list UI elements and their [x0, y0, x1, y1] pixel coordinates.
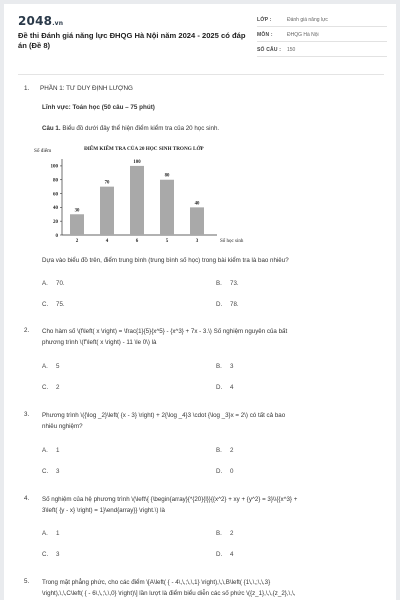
- site-logo[interactable]: [18, 14, 63, 28]
- question-1-followup: Dựa vào biểu đồ trên, điểm trung bình (trung bình số học) trong bài kiểm tra là bao nhiêu?: [42, 257, 289, 264]
- option-letter: D.: [216, 384, 223, 391]
- x-tick-label: 6: [135, 239, 139, 244]
- x-tick-label: 3: [195, 239, 199, 244]
- meta-row-class: [257, 12, 387, 27]
- option-letter: C.: [42, 551, 49, 558]
- option-value: 3: [230, 363, 234, 370]
- y-tick-label: 100: [50, 164, 58, 170]
- document-meta: [257, 12, 387, 57]
- option-value: 2: [230, 447, 234, 454]
- question-line: \right),\,\,C\left( { - 6\,\,;\,\,0} \right)\] lần lượt là điểm biểu diễn các số phức \({z_1},\,\,{z_2},\,\,: [42, 590, 296, 597]
- option-value: 1: [56, 530, 60, 537]
- question-line: nhiêu nghiệm?: [42, 423, 83, 430]
- question-2-number: 2.: [24, 327, 30, 334]
- question-text: Biểu đồ dưới đây thể hiện điểm kiểm tra của 20 học sinh.: [62, 125, 220, 132]
- y-tick-label: 20: [53, 219, 58, 225]
- option-b[interactable]: [216, 363, 233, 370]
- option-a[interactable]: [42, 363, 59, 370]
- question-line: Cho hàm số \(f\left( x \right) = \frac{1}{5}{x^5} - {x^3} + 7x - 3.\) Số nghiệm nguyên của bất: [42, 328, 288, 335]
- option-d[interactable]: [216, 301, 239, 308]
- option-value: 4: [230, 384, 234, 391]
- meta-key: MÔN :: [257, 32, 273, 38]
- question-line: Phương trình \({\log _2}\left( {x - 3} \right) + 2{\log _4}3 \cdot {\log _3}x = 2\) có tất cả bao: [42, 412, 286, 419]
- option-value: 3: [56, 468, 60, 475]
- option-value: 73.: [230, 280, 239, 287]
- document-page: [4, 4, 396, 600]
- bar-value-label: 100: [133, 159, 141, 165]
- x-axis-label: Số học sinh: [220, 239, 244, 244]
- question-5-text: [42, 577, 372, 599]
- meta-value: Đánh giá năng lực: [287, 17, 328, 23]
- option-d[interactable]: [216, 468, 233, 475]
- meta-value: 150: [287, 47, 296, 53]
- meta-value: ĐHQG Hà Nội: [287, 32, 319, 38]
- option-value: 4: [230, 551, 234, 558]
- option-value: 78.: [230, 301, 239, 308]
- option-a[interactable]: [42, 280, 65, 287]
- option-letter: D.: [216, 301, 223, 308]
- question-5-number: 5.: [24, 578, 30, 585]
- bar: [160, 180, 174, 235]
- option-c[interactable]: [42, 384, 59, 391]
- score-bar-chart: [34, 142, 274, 252]
- option-value: 2: [230, 530, 234, 537]
- question-line: Số nghiệm của hệ phương trình \(\left\{ {\begin{array}{*{20}{l}}{{x^2} + xy + {y^2} = 3}\\{{x^3} +: [42, 496, 298, 503]
- option-value: 75.: [56, 301, 65, 308]
- option-value: 0: [230, 468, 234, 475]
- meta-row-subject: [257, 27, 387, 42]
- x-tick-label: 4: [105, 239, 109, 244]
- meta-row-count: [257, 42, 387, 57]
- option-letter: B.: [216, 530, 222, 537]
- part-number: 1.: [24, 85, 30, 92]
- option-b[interactable]: [216, 447, 233, 454]
- option-letter: A.: [42, 280, 48, 287]
- option-d[interactable]: [216, 551, 233, 558]
- option-letter: B.: [216, 447, 222, 454]
- bar: [190, 207, 204, 235]
- question-line: Trong mặt phẳng phức, cho các điểm \[A\left( { - 4\,\,;\,\,1} \right),\,\,B\left( {1\,\,;\,\,3}: [42, 579, 271, 586]
- question-label: Câu 1.: [42, 125, 61, 132]
- option-value: 5: [56, 363, 60, 370]
- logo-suffix: .vn: [52, 20, 64, 27]
- question-4-number: 4.: [24, 495, 30, 502]
- y-axis-label: Số điểm: [34, 148, 52, 154]
- option-letter: C.: [42, 301, 49, 308]
- option-d[interactable]: [216, 384, 233, 391]
- option-c[interactable]: [42, 551, 59, 558]
- question-1-prompt: [42, 124, 219, 134]
- option-letter: D.: [216, 551, 223, 558]
- y-tick-label: 40: [53, 206, 58, 212]
- bar: [70, 214, 84, 235]
- x-tick-label: 5: [165, 239, 169, 244]
- document-header: [4, 4, 396, 70]
- bar-value-label: 80: [164, 173, 170, 179]
- y-tick-label: 80: [53, 178, 58, 184]
- option-letter: C.: [42, 384, 49, 391]
- question-line: phương trình \(f'\left( x \right) - 11 \le 0\) là: [42, 339, 157, 346]
- question-2-text: [42, 326, 372, 348]
- option-letter: B.: [216, 280, 222, 287]
- field-heading: Lĩnh vực: Toán học (50 câu – 75 phút): [42, 104, 155, 111]
- document-title: Đề thi Đánh giá năng lực ĐHQG Hà Nội năm 2024 - 2025 có đáp án (Đề 8): [18, 31, 246, 50]
- bar: [130, 166, 144, 235]
- option-b[interactable]: [216, 530, 233, 537]
- option-c[interactable]: [42, 468, 59, 475]
- option-letter: A.: [42, 530, 48, 537]
- x-tick-label: 2: [75, 239, 79, 244]
- option-letter: A.: [42, 363, 48, 370]
- chart-title: ĐIỂM KIỂM TRA CỦA 20 HỌC SINH TRONG LỚP: [84, 146, 204, 152]
- part-heading: [24, 85, 133, 92]
- bar-value-label: 70: [104, 180, 110, 186]
- option-b[interactable]: [216, 280, 239, 287]
- chart-svg: [34, 142, 274, 252]
- bar: [100, 187, 114, 235]
- y-tick-label: 60: [53, 192, 58, 198]
- question-3-number: 3.: [24, 411, 30, 418]
- option-letter: C.: [42, 468, 49, 475]
- question-4-text: [42, 494, 372, 516]
- option-a[interactable]: [42, 530, 59, 537]
- bar-value-label: 40: [194, 201, 200, 207]
- option-letter: B.: [216, 363, 222, 370]
- option-letter: A.: [42, 447, 48, 454]
- option-a[interactable]: [42, 447, 59, 454]
- option-c[interactable]: [42, 301, 65, 308]
- option-value: 70.: [56, 280, 65, 287]
- option-letter: D.: [216, 468, 223, 475]
- part-title: PHẦN 1: TƯ DUY ĐỊNH LƯỢNG: [40, 85, 133, 92]
- option-value: 2: [56, 384, 60, 391]
- bar-value-label: 30: [74, 208, 80, 214]
- y-tick-label: 0: [55, 233, 58, 239]
- meta-key: LỚP :: [257, 17, 272, 23]
- meta-key: SỐ CÂU :: [257, 47, 282, 53]
- question-line: 3\left( {y - x} \right) = 1}\end{array}} \right.\) là: [42, 507, 165, 514]
- option-value: 3: [56, 551, 60, 558]
- question-3-text: [42, 410, 372, 432]
- option-value: 1: [56, 447, 60, 454]
- logo-text: 2048: [18, 14, 53, 28]
- header-divider: [18, 74, 384, 75]
